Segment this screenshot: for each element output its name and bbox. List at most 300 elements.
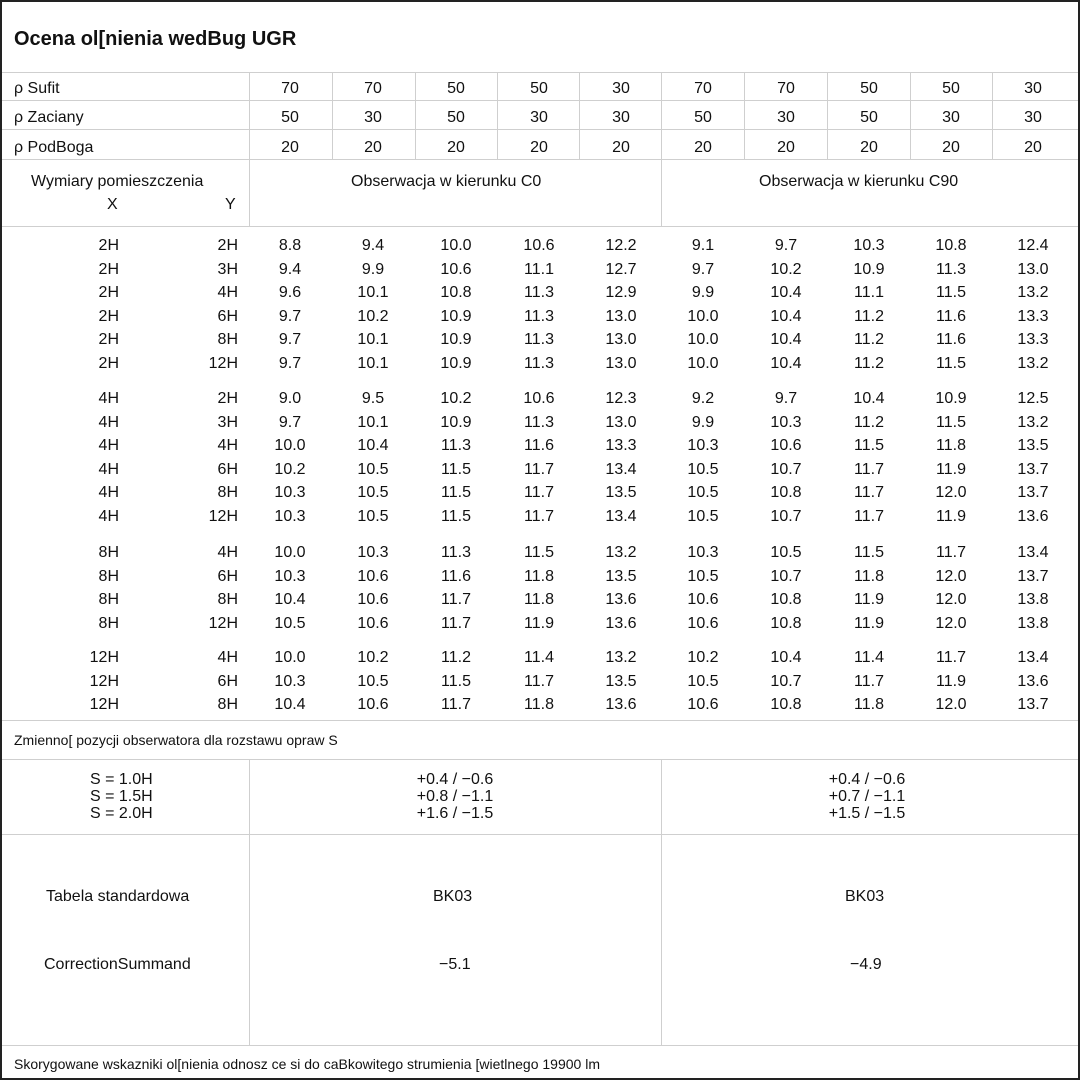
- ugr-value: 11.5: [524, 544, 554, 561]
- ugr-value: 10.5: [687, 507, 719, 525]
- ugr-value: 9.7: [774, 390, 798, 407]
- ugr-value: 11.2: [854, 331, 884, 348]
- ugr-value: 13.2: [1017, 284, 1049, 301]
- dim-x: 12H: [89, 672, 119, 690]
- ugr-value: 11.9: [936, 460, 966, 478]
- ugr-value: 11.7: [524, 507, 554, 525]
- ugr-value: 10.0: [274, 544, 306, 561]
- ugr-value: 13.5: [1017, 437, 1049, 454]
- dim-y: 8H: [217, 696, 238, 713]
- ugr-value: 10.0: [687, 307, 719, 325]
- reflectance-value: 70: [281, 80, 299, 97]
- divider-line: [2, 159, 1078, 160]
- ugr-value: 11.5: [441, 484, 471, 501]
- ugr-value: 13.6: [1017, 672, 1049, 690]
- ugr-value: 10.4: [770, 331, 802, 348]
- dim-y: 12H: [208, 614, 238, 632]
- ugr-value: 10.6: [357, 591, 389, 608]
- ugr-value: 11.6: [524, 437, 554, 454]
- ugr-value: 11.3: [524, 354, 554, 372]
- ugr-value: 9.9: [361, 260, 385, 278]
- ugr-value: 10.5: [687, 567, 719, 585]
- dim-y: 2H: [217, 237, 238, 254]
- reflectance-value: 20: [612, 139, 630, 156]
- ugr-value: 10.4: [770, 354, 802, 372]
- divider-line: [2, 72, 1078, 73]
- reflectance-value: 30: [364, 109, 382, 126]
- spacing-c90: +1.5 / −1.5: [828, 805, 906, 822]
- ugr-value: 11.5: [854, 544, 884, 561]
- ugr-value: 11.6: [441, 567, 471, 585]
- ugr-value: 12.0: [935, 614, 967, 632]
- ugr-value: 9.7: [278, 331, 302, 348]
- ugr-value: 13.3: [605, 437, 637, 454]
- ugr-value: 9.0: [278, 390, 302, 407]
- ugr-value: 13.2: [605, 544, 637, 561]
- divider-line: [415, 72, 416, 159]
- dim-y: 3H: [217, 413, 238, 431]
- reflectance-value: 30: [612, 80, 630, 97]
- ugr-value: 9.7: [278, 354, 302, 372]
- ugr-value: 10.9: [853, 260, 885, 278]
- dim-x: 8H: [98, 614, 119, 632]
- reflectance-value: 20: [777, 139, 795, 156]
- ugr-value: 13.0: [605, 354, 637, 372]
- spacing-label: S = 1.5H: [90, 788, 153, 805]
- ugr-value: 11.2: [854, 413, 884, 431]
- spacing-c0: +1.6 / −1.5: [416, 805, 494, 822]
- reflectance-value: 20: [942, 139, 960, 156]
- ugr-value: 10.1: [357, 413, 389, 431]
- reflectance-value: 30: [1024, 80, 1042, 97]
- ugr-value: 13.3: [1017, 331, 1049, 348]
- obs-c90-header: Obserwacja w kierunku C90: [759, 173, 959, 190]
- ugr-value: 13.0: [605, 413, 637, 431]
- reflectance-value: 70: [364, 80, 382, 97]
- divider-line: [249, 72, 250, 159]
- ugr-value: 12.0: [935, 696, 967, 713]
- ugr-value: 11.7: [936, 649, 966, 666]
- dim-x: 12H: [89, 696, 119, 713]
- ugr-value: 11.3: [936, 260, 966, 278]
- ugr-value: 12.3: [605, 390, 637, 407]
- dim-y: 12H: [208, 507, 238, 525]
- dim-y: 6H: [217, 307, 238, 325]
- dim-x: 2H: [98, 284, 119, 301]
- dim-y: 8H: [217, 591, 238, 608]
- dim-x: 4H: [98, 484, 119, 501]
- ugr-value: 13.4: [605, 507, 637, 525]
- ugr-value: 13.5: [605, 672, 637, 690]
- ugr-value: 10.7: [770, 507, 802, 525]
- ugr-value: 11.7: [441, 614, 471, 632]
- divider-line: [910, 72, 911, 159]
- divider-line: [2, 834, 1078, 835]
- ugr-value: 12.7: [605, 260, 637, 278]
- reflectance-value: 30: [942, 109, 960, 126]
- ugr-value: 9.4: [361, 237, 385, 254]
- reflectance-value: 20: [694, 139, 712, 156]
- reflectance-value: 50: [860, 80, 878, 97]
- y-axis-header: Y: [225, 196, 236, 213]
- ugr-value: 13.8: [1017, 591, 1049, 608]
- dim-x: 2H: [98, 237, 119, 254]
- ugr-value: 13.4: [1017, 649, 1049, 666]
- divider-line: [249, 159, 250, 226]
- ugr-value: 10.5: [357, 672, 389, 690]
- dim-x: 12H: [89, 649, 119, 666]
- ugr-value: 13.2: [1017, 413, 1049, 431]
- ugr-value: 11.7: [441, 696, 471, 713]
- ugr-value: 11.5: [441, 507, 471, 525]
- divider-line: [2, 100, 1078, 101]
- ugr-value: 9.5: [361, 390, 385, 407]
- ugr-value: 11.8: [524, 591, 554, 608]
- ugr-value: 10.9: [440, 307, 472, 325]
- ugr-value: 13.7: [1017, 460, 1049, 478]
- ugr-value: 11.6: [936, 307, 966, 325]
- ugr-value: 11.6: [936, 331, 966, 348]
- spacing-label: S = 1.0H: [90, 771, 153, 788]
- ugr-value: 10.2: [440, 390, 472, 407]
- divider-line: [827, 72, 828, 159]
- ugr-value: 10.6: [523, 237, 555, 254]
- ugr-value: 10.5: [687, 460, 719, 478]
- ugr-value: 11.7: [441, 591, 471, 608]
- ugr-value: 10.4: [770, 284, 802, 301]
- ugr-value: 10.2: [770, 260, 802, 278]
- ugr-value: 10.3: [274, 672, 306, 690]
- ugr-value: 11.2: [441, 649, 471, 666]
- divider-line: [661, 159, 662, 226]
- ugr-value: 11.8: [524, 696, 554, 713]
- dim-y: 4H: [217, 649, 238, 666]
- room-dimensions-header: Wymiary pomieszczenia: [31, 173, 204, 190]
- ugr-value: 10.8: [770, 696, 802, 713]
- ugr-value: 13.2: [1017, 354, 1049, 372]
- ugr-value: 11.5: [441, 672, 471, 690]
- spacing-c90: +0.4 / −0.6: [828, 771, 906, 788]
- ugr-value: 11.8: [936, 437, 966, 454]
- ugr-value: 11.9: [854, 591, 884, 608]
- dim-x: 8H: [98, 544, 119, 561]
- dim-y: 6H: [217, 567, 238, 585]
- ugr-value: 12.9: [605, 284, 637, 301]
- dim-x: 2H: [98, 331, 119, 348]
- ugr-value: 11.9: [936, 507, 966, 525]
- reflectance-value: 50: [860, 109, 878, 126]
- ugr-value: 10.5: [357, 484, 389, 501]
- reflectance-label: ρ Zaciany: [14, 109, 84, 126]
- ugr-value: 10.2: [357, 649, 389, 666]
- divider-line: [744, 72, 745, 159]
- reflectance-value: 50: [447, 109, 465, 126]
- ugr-value: 10.4: [274, 591, 306, 608]
- ugr-value: 11.9: [936, 672, 966, 690]
- ugr-value: 10.3: [687, 544, 719, 561]
- ugr-value: 10.8: [440, 284, 472, 301]
- divider-line: [2, 759, 1078, 760]
- ugr-value: 9.7: [774, 237, 798, 254]
- reflectance-value: 30: [530, 109, 548, 126]
- ugr-value: 13.6: [605, 696, 637, 713]
- ugr-value: 11.3: [441, 437, 471, 454]
- ugr-value: 9.7: [278, 307, 302, 325]
- ugr-value: 11.2: [854, 354, 884, 372]
- divider-line: [2, 226, 1078, 227]
- dim-x: 8H: [98, 591, 119, 608]
- spacing-c90: +0.7 / −1.1: [828, 788, 906, 805]
- reflectance-value: 20: [447, 139, 465, 156]
- ugr-value: 11.9: [524, 614, 554, 632]
- dim-x: 4H: [98, 437, 119, 454]
- ugr-value: 9.7: [691, 260, 715, 278]
- ugr-value: 13.4: [1017, 544, 1049, 561]
- ugr-value: 10.8: [770, 484, 802, 501]
- divider-line: [579, 72, 580, 159]
- ugr-value: 12.0: [935, 567, 967, 585]
- correction-c90: −4.9: [850, 956, 882, 973]
- ugr-value: 10.3: [357, 544, 389, 561]
- ugr-value: 10.9: [440, 413, 472, 431]
- ugr-value: 12.5: [1017, 390, 1049, 407]
- ugr-value: 10.7: [770, 672, 802, 690]
- divider-line: [661, 759, 662, 1045]
- ugr-value: 10.0: [440, 237, 472, 254]
- reflectance-value: 50: [694, 109, 712, 126]
- ugr-value: 13.7: [1017, 567, 1049, 585]
- ugr-value: 11.7: [936, 544, 966, 561]
- ugr-value: 10.0: [687, 331, 719, 348]
- reflectance-value: 50: [942, 80, 960, 97]
- ugr-value: 11.1: [524, 260, 554, 278]
- reflectance-value: 20: [364, 139, 382, 156]
- ugr-value: 10.6: [770, 437, 802, 454]
- ugr-value: 10.0: [274, 649, 306, 666]
- ugr-value: 10.1: [357, 354, 389, 372]
- ugr-value: 11.1: [854, 284, 884, 301]
- ugr-value: 10.1: [357, 284, 389, 301]
- ugr-value: 11.7: [524, 672, 554, 690]
- ugr-value: 12.0: [935, 484, 967, 501]
- ugr-value: 11.8: [854, 567, 884, 585]
- ugr-value: 11.4: [524, 649, 554, 666]
- ugr-value: 10.6: [357, 696, 389, 713]
- ugr-value: 11.5: [936, 354, 966, 372]
- dim-x: 2H: [98, 260, 119, 278]
- ugr-value: 10.5: [274, 614, 306, 632]
- divider-line: [2, 1045, 1078, 1046]
- reflectance-value: 50: [530, 80, 548, 97]
- reflectance-value: 20: [860, 139, 878, 156]
- reflectance-value: 70: [777, 80, 795, 97]
- dim-y: 2H: [217, 390, 238, 407]
- ugr-value: 10.3: [274, 507, 306, 525]
- dim-y: 8H: [217, 484, 238, 501]
- ugr-value: 11.5: [441, 460, 471, 478]
- ugr-value: 10.5: [770, 544, 802, 561]
- dim-x: 2H: [98, 354, 119, 372]
- ugr-value: 11.5: [854, 437, 884, 454]
- ugr-value: 10.8: [935, 237, 967, 254]
- ugr-value: 11.9: [854, 614, 884, 632]
- spacing-c0: +0.8 / −1.1: [416, 788, 494, 805]
- ugr-value: 13.5: [605, 484, 637, 501]
- ugr-value: 11.3: [524, 331, 554, 348]
- ugr-value: 10.5: [357, 507, 389, 525]
- ugr-value: 10.6: [357, 567, 389, 585]
- obs-c0-header: Obserwacja w kierunku C0: [351, 173, 542, 190]
- ugr-value: 10.4: [770, 307, 802, 325]
- ugr-value: 8.8: [278, 237, 302, 254]
- reflectance-label: ρ Sufit: [14, 80, 60, 97]
- ugr-value: 11.3: [524, 307, 554, 325]
- spacing-c0: +0.4 / −0.6: [416, 771, 494, 788]
- divider-line: [497, 72, 498, 159]
- ugr-value: 10.1: [357, 331, 389, 348]
- reflectance-label: ρ PodBoga: [14, 139, 94, 156]
- ugr-value: 10.6: [357, 614, 389, 632]
- reflectance-value: 30: [1024, 109, 1042, 126]
- ugr-value: 11.7: [524, 484, 554, 501]
- ugr-value: 13.0: [605, 307, 637, 325]
- ugr-value: 9.9: [691, 413, 715, 431]
- divider-line: [249, 759, 250, 1045]
- ugr-value: 11.8: [854, 696, 884, 713]
- ugr-value: 10.7: [770, 460, 802, 478]
- ugr-value: 10.6: [687, 614, 719, 632]
- ugr-value: 10.6: [523, 390, 555, 407]
- ugr-value: 10.0: [687, 354, 719, 372]
- standard-table-label: Tabela standardowa: [46, 888, 190, 905]
- ugr-value: 11.3: [441, 544, 471, 561]
- ugr-value: 10.3: [274, 484, 306, 501]
- correction-c0: −5.1: [439, 956, 471, 973]
- dim-y: 6H: [217, 672, 238, 690]
- ugr-value: 10.8: [770, 591, 802, 608]
- ugr-value: 13.7: [1017, 696, 1049, 713]
- ugr-value: 13.3: [1017, 307, 1049, 325]
- ugr-value: 10.6: [440, 260, 472, 278]
- divider-line: [2, 129, 1078, 130]
- ugr-value: 10.4: [274, 696, 306, 713]
- ugr-value: 11.3: [524, 413, 554, 431]
- ugr-value: 10.5: [687, 484, 719, 501]
- ugr-value: 13.2: [605, 649, 637, 666]
- ugr-value: 9.9: [691, 284, 715, 301]
- ugr-value: 10.5: [687, 672, 719, 690]
- ugr-value: 10.3: [274, 567, 306, 585]
- ugr-value: 10.9: [440, 354, 472, 372]
- reflectance-value: 20: [281, 139, 299, 156]
- ugr-value: 11.7: [854, 507, 884, 525]
- reflectance-value: 30: [777, 109, 795, 126]
- dim-y: 4H: [217, 284, 238, 301]
- ugr-value: 13.6: [605, 614, 637, 632]
- ugr-value: 10.4: [853, 390, 885, 407]
- dim-x: 4H: [98, 507, 119, 525]
- ugr-value: 11.7: [854, 672, 884, 690]
- reflectance-value: 20: [530, 139, 548, 156]
- ugr-value: 10.7: [770, 567, 802, 585]
- divider-line: [992, 72, 993, 159]
- dim-y: 3H: [217, 260, 238, 278]
- ugr-value: 9.7: [278, 413, 302, 431]
- standard-table-c90: BK03: [845, 888, 885, 905]
- ugr-value: 13.0: [605, 331, 637, 348]
- ugr-value: 11.5: [936, 413, 966, 431]
- ugr-value: 9.6: [278, 284, 302, 301]
- ugr-value: 11.7: [524, 460, 554, 478]
- reflectance-value: 50: [281, 109, 299, 126]
- dim-y: 6H: [217, 460, 238, 478]
- dim-x: 8H: [98, 567, 119, 585]
- ugr-value: 13.5: [605, 567, 637, 585]
- ugr-value: 11.2: [854, 307, 884, 325]
- ugr-value: 10.2: [687, 649, 719, 666]
- reflectance-value: 50: [447, 80, 465, 97]
- dim-y: 4H: [217, 437, 238, 454]
- ugr-value: 10.6: [687, 696, 719, 713]
- ugr-value: 11.3: [524, 284, 554, 301]
- ugr-value: 10.2: [274, 460, 306, 478]
- ugr-value: 10.2: [357, 307, 389, 325]
- ugr-value: 11.4: [854, 649, 884, 666]
- x-axis-header: X: [107, 196, 118, 213]
- correction-label: CorrectionSummand: [44, 956, 191, 973]
- ugr-value: 13.7: [1017, 484, 1049, 501]
- ugr-value: 10.8: [770, 614, 802, 632]
- ugr-value: 10.3: [687, 437, 719, 454]
- ugr-value: 11.5: [936, 284, 966, 301]
- ugr-value: 10.3: [853, 237, 885, 254]
- ugr-value: 10.4: [357, 437, 389, 454]
- ugr-value: 12.2: [605, 237, 637, 254]
- ugr-value: 13.4: [605, 460, 637, 478]
- ugr-value: 10.9: [440, 331, 472, 348]
- dim-y: 4H: [217, 544, 238, 561]
- reflectance-value: 30: [612, 109, 630, 126]
- ugr-value: 13.6: [1017, 507, 1049, 525]
- footer-note: Skorygowane wskazniki ol[nienia odnosz ce si do caBkowitego strumienia [wietlnego 19900 lm: [14, 1056, 600, 1072]
- variation-label: Zmienno[ pozycji obserwatora dla rozstawu opraw S: [14, 732, 338, 748]
- ugr-value: 13.0: [1017, 260, 1049, 278]
- ugr-value: 10.0: [274, 437, 306, 454]
- dim-x: 4H: [98, 413, 119, 431]
- reflectance-value: 20: [1024, 139, 1042, 156]
- table-title: Ocena ol[nienia wedBug UGR: [14, 28, 297, 50]
- ugr-value: 13.6: [605, 591, 637, 608]
- divider-line: [2, 720, 1078, 721]
- standard-table-c0: BK03: [433, 888, 473, 905]
- ugr-value: 11.8: [524, 567, 554, 585]
- ugr-value: 10.5: [357, 460, 389, 478]
- ugr-value: 9.4: [278, 260, 302, 278]
- dim-x: 2H: [98, 307, 119, 325]
- ugr-value: 10.4: [770, 649, 802, 666]
- dim-x: 4H: [98, 390, 119, 407]
- reflectance-value: 70: [694, 80, 712, 97]
- ugr-value: 13.8: [1017, 614, 1049, 632]
- ugr-value: 11.7: [854, 484, 884, 501]
- ugr-value: 10.3: [770, 413, 802, 431]
- ugr-value: 9.1: [691, 237, 715, 254]
- dim-x: 4H: [98, 460, 119, 478]
- divider-line: [332, 72, 333, 159]
- divider-line: [661, 72, 662, 159]
- spacing-label: S = 2.0H: [90, 805, 153, 822]
- ugr-value: 9.2: [691, 390, 715, 407]
